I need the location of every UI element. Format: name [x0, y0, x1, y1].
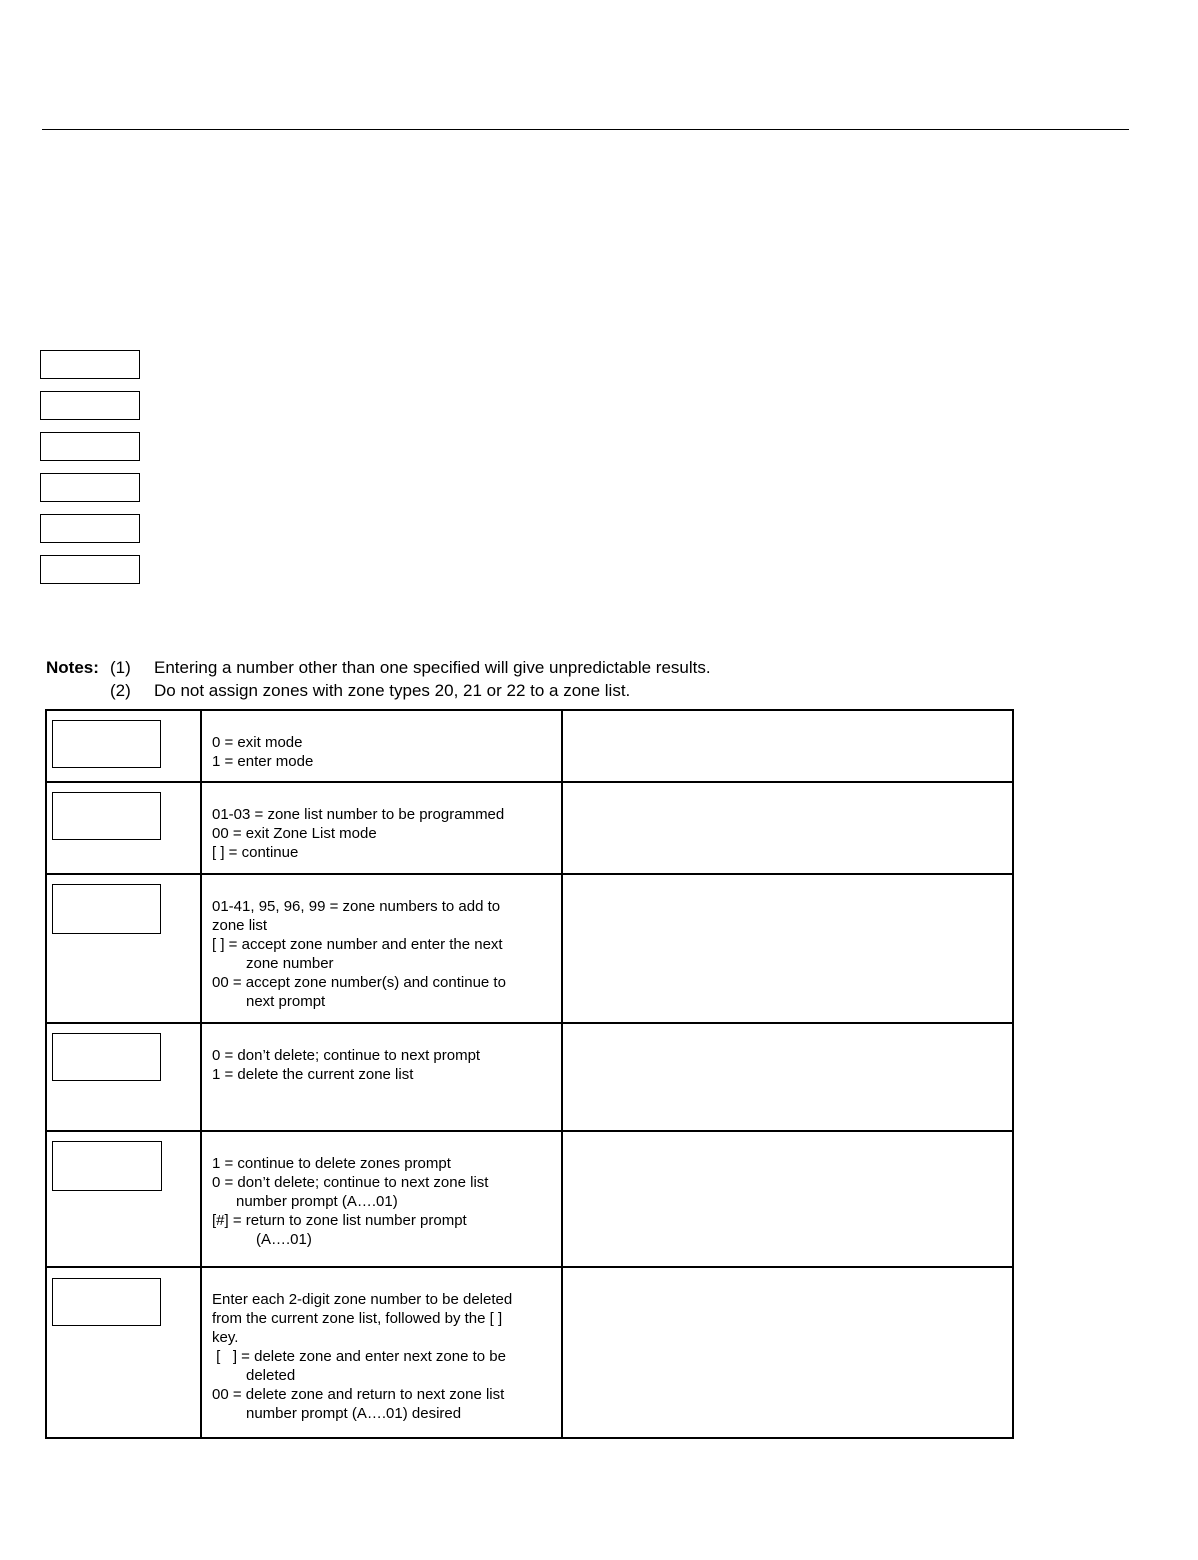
entry-line: [ ] = accept zone number and enter the next [212, 936, 503, 953]
entry-box-5 [40, 514, 140, 543]
entry-line: [ ] = delete zone and enter next zone to be [212, 1348, 506, 1365]
entry-line: (A….01) [256, 1231, 312, 1248]
prompt-display-box [52, 1278, 161, 1326]
explanation-cell [562, 1023, 1013, 1131]
entry-line: Enter each 2-digit zone number to be deleted [212, 1291, 513, 1308]
entry-line: next prompt [246, 993, 326, 1010]
entry-line: 1 = enter mode [212, 753, 314, 770]
prompt-cell [46, 1023, 201, 1131]
explanation-cell [562, 874, 1013, 1023]
entry-box-6 [40, 555, 140, 584]
entries-cell [201, 874, 562, 1023]
entry-line: 0 = don’t delete; continue to next prompt [212, 1047, 481, 1064]
header-rule [42, 129, 1129, 130]
entry-box-2 [40, 391, 140, 420]
table-row [46, 710, 1013, 782]
prompt-cell [46, 710, 201, 782]
notes-label: Notes: [46, 658, 99, 677]
prompt-cell [46, 782, 201, 874]
prompt-display-box [52, 720, 161, 768]
entry-line: 0 = don’t delete; continue to next zone list [212, 1174, 489, 1191]
prompt-cell [46, 1267, 201, 1438]
entry-box-3 [40, 432, 140, 461]
entry-line: [ ] = continue [212, 844, 299, 861]
entry-line: 01-41, 95, 96, 99 = zone numbers to add to [212, 898, 501, 915]
entry-line: 01-03 = zone list number to be programmed [212, 806, 505, 823]
entries-cell [201, 782, 562, 874]
entry-box-1 [40, 350, 140, 379]
entries-cell [201, 1023, 562, 1131]
entry-line: 1 = delete the current zone list [212, 1066, 414, 1083]
prompt-display-box [52, 1141, 162, 1191]
entry-line: number prompt (A….01) desired [246, 1405, 462, 1422]
note-text: Entering a number other than one specified will give unpredictable results. [154, 658, 711, 677]
entry-line: key. [212, 1329, 239, 1346]
notes-block [46, 656, 711, 702]
prompt-cell [46, 874, 201, 1023]
table-row [46, 874, 1013, 1023]
table-row [46, 1023, 1013, 1131]
entry-box-4 [40, 473, 140, 502]
prompt-display-box [52, 1033, 161, 1081]
table-row [46, 1267, 1013, 1438]
entries-cell [201, 1267, 562, 1438]
entries-cell [201, 1131, 562, 1267]
explanation-cell [562, 1131, 1013, 1267]
explanation-cell [562, 782, 1013, 874]
table-row [46, 782, 1013, 874]
programming-table [45, 709, 1014, 1439]
entry-line: number prompt (A….01) [236, 1193, 398, 1210]
explanation-cell [562, 710, 1013, 782]
prompt-display-box [52, 792, 161, 840]
note-line-2 [46, 679, 711, 702]
entry-line: zone list [212, 917, 268, 934]
entry-line: 1 = continue to delete zones prompt [212, 1155, 451, 1172]
entry-line: 0 = exit mode [212, 734, 303, 751]
entry-line: [#] = return to zone list number prompt [212, 1212, 467, 1229]
entries-cell [201, 710, 562, 782]
note-line-1 [46, 656, 711, 679]
entry-line: from the current zone list, followed by the [ ] [212, 1310, 503, 1327]
note-text: Do not assign zones with zone types 20, 21 or 22 to a zone list. [154, 681, 631, 700]
entry-line: deleted [246, 1367, 296, 1384]
explanation-cell [562, 1267, 1013, 1438]
prompt-display-box [52, 884, 161, 934]
entry-line: zone number [246, 955, 334, 972]
entry-line: 00 = exit Zone List mode [212, 825, 377, 842]
entry-line: 00 = delete zone and return to next zone list [212, 1386, 505, 1403]
note-number: (1) [110, 658, 131, 677]
note-number: (2) [110, 681, 131, 700]
prompt-cell [46, 1131, 201, 1267]
table-row [46, 1131, 1013, 1267]
entry-line: 00 = accept zone number(s) and continue to [212, 974, 506, 991]
